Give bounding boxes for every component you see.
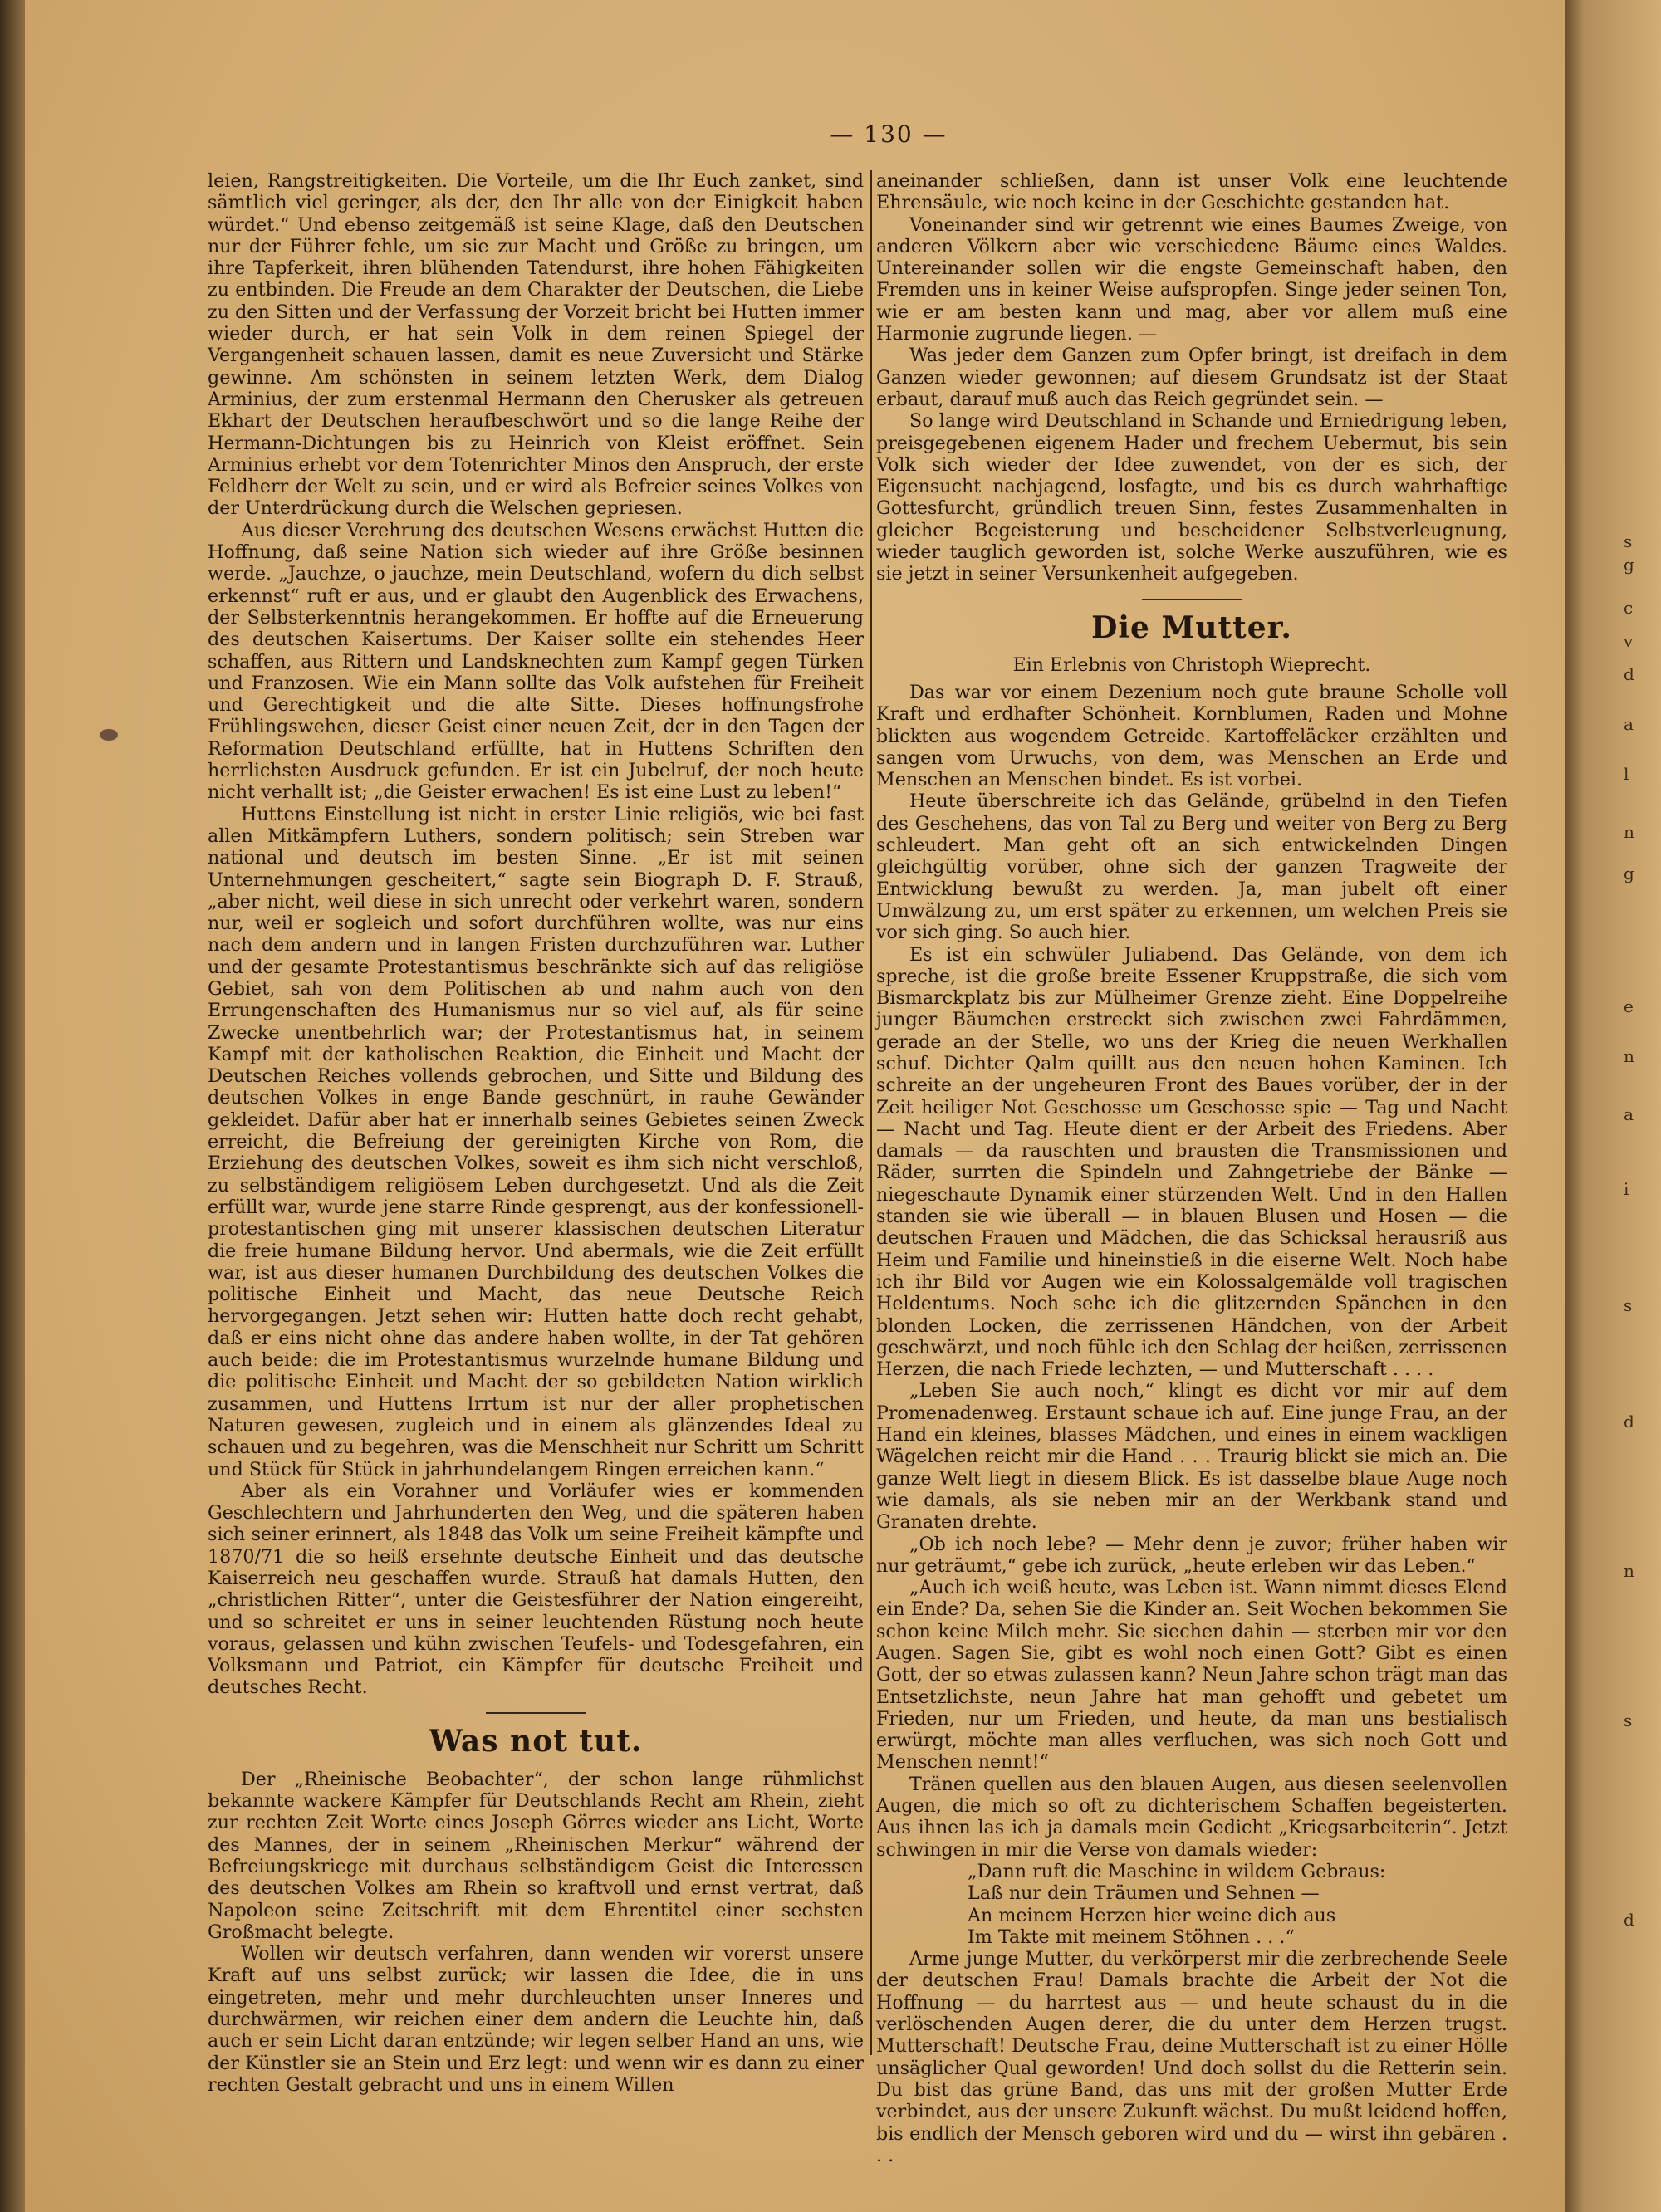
paragraph: Voneinander sind wir getrennt wie eines Baumes Zweige, von anderen Völkern aber wie verschiedene Bäume eines Waldes. Untereinander sollen wir die engste Gemeinschaft haben, den Fremden uns in keiner Weise aufspropfen. Singe jeder seinen Ton, wie er am besten kann und mag, aber vor allem muß eine Harmonie zugrunde liegen. —: [876, 213, 1507, 345]
paragraph: So lange wird Deutschland in Schande und Erniedrigung leben, preisgegebenen eigenem Hader und frechem Uebermut, bis sein Volk sich wieder der Idee zuwendet, von der es sich, der Eigensucht nachjagend, losfagte, und bis es durch wahrhaftige Gottesfurcht, gründlich treuen Sinn, festes Zusammenhalten in gleicher Begeisterung und bescheidener Selbstverleugnung, wieder tauglich geworden ist, solche Werke auszuführen, wie es sie jetzt in seiner Versunkenheit aufgegeben.: [876, 410, 1507, 585]
paragraph: „Leben Sie auch noch,“ klingt es dicht vor mir auf dem Promenadenweg. Erstaunt schaue ich auf. Eine junge Frau, an der Hand ein kleines, blasses Mädchen, und eines in einem wackligen Wägelchen reicht mir die Hand . . . Traurig blickt sie mich an. Die ganze Welt liegt in diesem Blick. Es ist dasselbe blaue Auge noch wie damals, als sie neben mir an der Werkbank stand und Granaten drehte.: [876, 1380, 1507, 1534]
poem-line: „Dann ruft die Maschine in wildem Gebraus:: [968, 1860, 1386, 1882]
page-number: — 130 —: [830, 120, 948, 148]
edge-letter: n: [1624, 1561, 1634, 1581]
paragraph: „Auch ich weiß heute, was Leben ist. Wann nimmt dieses Elend ein Ende? Da, sehen Sie die Kinder an. Seit Wochen bekommen Sie schon keine Milch mehr. Sie siechen dahin — sterben mir vor den Augen. Sagen Sie, gibt es wohl noch einen Gott? Gibt es einen Gott, der so etwas zulassen kann? Neun Jahre schon trägt man das Entsetzlichste, neun Jahre hat man gehofft und gebetet um Frieden, nur um Frieden, und heute, da man uns bestialisch erwürgt, möchte man alles verfluchen, was sich noch Gott und Menschen nennt!“: [876, 1577, 1507, 1774]
edge-letter: s: [1624, 1295, 1633, 1315]
edge-letter: i: [1624, 1179, 1629, 1199]
edge-letter: v: [1624, 631, 1634, 651]
paragraph: Arme junge Mutter, du verkörperst mir die zerbrechende Seele der deutschen Frau! Damals brachte die Arbeit der Not die Hoffnung — du harrtest aus — und heute schaust du in die verlöschenden Augen derer, die du unter dem Herzen trugst. Mutterschaft! Deutsche Frau, deine Mutterschaft ist zu einer Hölle unsäglicher Qual geworden! Und doch sollst du die Retterin sein. Du bist das grüne Band, das uns mit der großen Mutter Erde verbindet, aus der unsere Zukunft wächst. Du mußt leidend hoffen, bis endlich der Mensch geboren wird und du — wirst ihn gebären . . .: [876, 1948, 1507, 2166]
poem: [876, 1861, 1507, 1948]
edge-letter: a: [1624, 714, 1634, 734]
paragraph: Aus dieser Verehrung des deutschen Wesens erwächst Hutten die Hoffnung, daß seine Nation sich wieder auf ihre Größe besinnen werde. „Jauchze, o jauchze, mein Deutschland, wofern du dich selbst erkennst“ ruft er aus, und er glaubt den Augenblick des Erwachens, der Selbsterkenntnis herangekommen. Er hoffte auf die Erneuerung des deutschen Kaisertums. Der Kaiser sollte ein stehendes Heer schaffen, aus Rittern und Landsknechten zum Kampf gegen Türken und Franzosen. Wie ein Mann sollte das Volk aufstehen für Freiheit und Gerechtigkeit und die alte Sitte. Dieses hoffnungsfrohe Frühlingswehen, dieser Geist einer neuen Zeit, der in den Tagen der Reformation Deutschland erfüllte, hat in Huttens Schriften den herrlichsten Ausdruck gefunden. Er ist ein Jubelruf, der noch heute nicht verhallt ist; „die Geister erwachen! Es ist eine Lust zu leben!“: [208, 519, 864, 804]
edge-letter: n: [1624, 822, 1634, 842]
paragraph: Aber als ein Vorahner und Vorläufer wies er kommenden Geschlechtern und Jahrhunderten den Weg, und die späteren haben sich seiner erinnert, als 1848 das Volk um seine Freiheit kämpfte und 1870/71 die so heiß ersehnte deutsche Einheit und das deutsche Kaiserreich neu geschaffen wurde. Strauß hat damals Hutten, den „christlichen Ritter“, unter die Geistesführer der Nation eingereiht, und so schreitet er uns in seiner leuchtenden Rüstung noch heute voraus, gelassen und kühn zwischen Teufels- und Todesgefahren, ein Volksmann und Patriot, ein Kämpfer für deutsche Freiheit und deutsches Recht.: [208, 1480, 864, 1699]
paragraph: Wollen wir deutsch verfahren, dann wenden wir vorerst unsere Kraft auf uns selbst zurück; wir lassen die Idee, die in uns eingetreten, mehr und mehr durchleuchten unser Inneres und durchwärmen, wir reichen einer dem andern die Leuchte hin, daß auch er sein Licht daran entzünde; wir legen selber Hand an uns, wie der Künstler sie an Stein und Erz legt: und wenn wir es dann zu einer rechten Gestalt gebracht und uns in einem Willen: [208, 1943, 864, 2096]
edge-letter: s: [1624, 531, 1633, 551]
edge-letter: d: [1624, 1910, 1634, 1930]
paragraph: Es ist ein schwüler Juliabend. Das Gelände, von dem ich spreche, ist die große breite Essener Kruppstraße, die sich vom Bismarckplatz bis zur Mülheimer Grenze zieht. Eine Doppelreihe junger Bäumchen erstreckt sich zwischen zwei Fahrdämmen, gerade an der Stelle, wo uns der Krieg die neuen Werkhallen schuf. Dichter Qalm quillt aus den neuen hohen Kaminen. Ich schreite an der ungeheuren Front des Baues vorüber, der in der Zeit heiliger Not Geschosse um Geschosse spie — Tag und Nacht — Nacht und Tag. Heute dient er der Arbeit des Friedens. Aber damals — da rauschten und brausten die Transmissionen und Räder, surrten die Spindeln und Zahngetriebe der Bänke — niegeschaute Dynamik einer stürzenden Welt. Und in den Hallen standen sie wie überall — in blauen Blusen und Hosen — die deutschen Frauen und Mädchen, die das Schicksal herausriß aus Heim und Familie und hineinstieß in die eiserne Welt. Noch habe ich ihr Bild vor Augen wie ein Kolossalgemälde voll tragischen Heldentums. Noch sehe ich die glitzernden Spänchen in den blonden Locken, die zerrissenen Händchen, von der Arbeit geschwärzt, und noch fühle ich den Schlag der heißen, zerrissenen Herzen, die nach Friede lechzten, — und Mutterschaft . . . .: [876, 943, 1507, 1381]
column-divider: [870, 170, 872, 2055]
edge-letter: d: [1624, 1412, 1634, 1431]
section-rule: [486, 1712, 586, 1714]
poem-line: An meinem Herzen hier weine dich aus: [968, 1904, 1336, 1926]
right-column: [876, 170, 1507, 2166]
paragraph: Huttens Einstellung ist nicht in erster Linie religiös, wie bei fast allen Mitkämpfern Luthers, sondern politisch; sein Streben war national und deutsch im besten Sinne. „Er ist mit seinen Unternehmungen gescheitert,“ sagte sein Biograph D. F. Strauß, „aber nicht, weil diese in sich unrecht oder verkehrt waren, sondern nur, weil er sogleich und sofort durchführen wollte, was nur eins nach dem andern und in langen Fristen durchzuführen war. Luther und der gesamte Protestantismus beschränkte sich auf das religiöse Gebiet, sah von dem Politischen ab und nahm auch von den Errungenschaften des Humanismus nur so viel auf, als für seine Zwecke unentbehrlich war; der Protestantismus hat, in seinem Kampf mit der katholischen Reaktion, die Einheit und Macht der Deutschen Reiches vollends gebrochen, und Sitte und Bildung des deutschen Volkes in enge Bande geschnürt, in rauhe Gewänder gekleidet. Dafür aber hat er innerhalb seines Gebietes seinen Zweck erreicht, die Befreiung der gereinigten Kirche von Rom, die Erziehung des deutschen Volkes, soweit es ihm sich nicht verschloß, zu selbständigem religiösem Leben durchgesetzt. Und als die Zeit erfüllt war, wurde jene starre Rinde gesprengt, aus der konfessionell-protestantischen ging mit unserer klassischen deutschen Literatur die freie humane Bildung hervor. Und abermals, wie die Zeit erfüllt war, ist aus dieser humanen Durchbildung des deutschen Volkes die politische Einheit und Macht, das neue Deutsche Reich hervorgegangen. Jetzt sehen wir: Hutten hatte doch recht gehabt, daß er eins nicht ohne das andere haben wollte, in der Tat gehören auch beide: die im Protestantismus wurzelnde humane Bildung und die politische Einheit und Macht der so gebildeten Nation wirklich zusammen, und Huttens Irrtum ist nur der aller prophetischen Naturen gewesen, zugleich und in einem als glänzendes Ideal zu schauen und zu begehren, was die Menschheit nur Schritt um Schritt und Stück für Stück in jahrhundelangem Ringen erreichen kann.“: [208, 803, 864, 1480]
paragraph: aneinander schließen, dann ist unser Volk eine leuchtende Ehrensäule, wie noch keine in der Geschichte gestanden hat.: [876, 170, 1507, 214]
edge-letter: a: [1624, 1104, 1634, 1124]
poem-line: Laß nur dein Träumen und Sehnen —: [968, 1882, 1320, 1905]
article-heading: Was not tut.: [429, 1723, 643, 1759]
edge-letter: d: [1624, 664, 1634, 684]
edge-letter: e: [1624, 996, 1634, 1016]
section-rule: [1142, 599, 1242, 600]
paragraph: „Ob ich noch lebe? — Mehr denn je zuvor; früher haben wir nur geträumt,“ gebe ich zurück, „heute erleben wir das Leben.“: [876, 1533, 1507, 1577]
byline: Ein Erlebnis von Christoph Wieprecht.: [1012, 654, 1371, 676]
edge-letter: c: [1624, 598, 1634, 618]
article-heading: Die Mutter.: [1091, 609, 1292, 645]
paragraph: Tränen quellen aus den blauen Augen, aus diesen seelenvollen Augen, die mich so oft zu dichterischem Schaffen begeisterten. Aus ihnen las ich ja damals mein Gedicht „Kriegsarbeiterin“. Jetzt schwingen in mir die Verse von damals wieder:: [876, 1773, 1507, 1861]
edge-letter: l: [1624, 764, 1629, 784]
paragraph: Der „Rheinische Beobachter“, der schon lange rühmlichst bekannte wackere Kämpfer für Deutschlands Recht am Rhein, zieht zur rechten Zeit Worte eines Joseph Görres wieder ans Licht, Worte des Mannes, der in seinem „Rheinischen Merkur“ während der Befreiungskriege mit durchaus selbständigem Geist die Interessen des deutschen Volkes am Rhein so kraftvoll und ernst vertrat, daß Napoleon seine Zeitschrift mit dem Ehrentitel einer sechsten Großmacht belegte.: [208, 1768, 864, 1943]
edge-letter: g: [1624, 864, 1634, 883]
paragraph: Was jeder dem Ganzen zum Opfer bringt, ist dreifach in dem Ganzen wieder gewonnen; auf diesem Grundsatz ist der Staat erbaut, darauf muß auch das Reich gegründet sein. —: [876, 345, 1507, 410]
poem-line: Im Takte mit meinem Stöhnen . . .“: [968, 1926, 1295, 1948]
paragraph: Das war vor einem Dezenium noch gute braune Scholle voll Kraft und erdhafter Schönheit. Kornblumen, Raden und Mohne blickten aus wogendem Getreide. Kartoffeläcker erzählten und sangen vom Urwuchs, von dem, was Menschen an Erde und Menschen an Menschen bindet. Es ist vorbei.: [876, 681, 1507, 791]
adjacent-page-edge: [1565, 0, 1661, 2212]
left-column: [208, 170, 864, 2096]
edge-letter: s: [1624, 1710, 1633, 1730]
edge-letter: g: [1624, 555, 1634, 575]
edge-letter: n: [1624, 1046, 1634, 1066]
paper-stain: [100, 729, 118, 741]
paragraph: leien, Rangstreitigkeiten. Die Vorteile, um die Ihr Euch zanket, sind sämtlich viel geringer, als der, den Ihr alle von der Einigkeit haben würdet.“ Und ebenso zeitgemäß ist seine Klage, daß den Deutschen nur der Führer fehle, um sie zur Macht und Größe zu bringen, um ihre Tapferkeit, ihren blühenden Tatendurst, ihre hohen Fähigkeiten zu entbinden. Die Freude an dem Charakter der Deutschen, die Liebe zu den Sitten und der Verfassung der Vorzeit bricht bei Hutten immer wieder durch, er hat sein Volk in dem reinen Spiegel der Vergangenheit schauen lassen, damit es neue Zuversicht und Stärke gewinne. Am schönsten in seinem letzten Werk, dem Dialog Arminius, der zum erstenmal Hermann den Cherusker als getreuen Ekhart der Deutschen heraufbeschwört und so die lange Reihe der Hermann-Dichtungen bis zu Heinrich von Kleist eröffnet. Sein Arminius erhebt vor dem Totenrichter Minos den Anspruch, der erste Feldherr der Welt zu sein, und er wird als Befreier seines Volkes von der Unterdrückung durch die Welschen gepriesen.: [208, 170, 864, 520]
paragraph: Heute überschreite ich das Gelände, grübelnd in den Tiefen des Geschehens, das von Tal zu Berg und weiter von Berg zu Berg schleudert. Man geht oft an sich entwickelnden Dingen gleichgültig vorüber, ohne sich der ganzen Tragweite der Entwicklung bewußt zu werden. Ja, man jubelt oft einer Umwälzung zu, um erst später zu erkennen, um welchen Preis sie vor sich ging. So auch hier.: [876, 790, 1507, 944]
